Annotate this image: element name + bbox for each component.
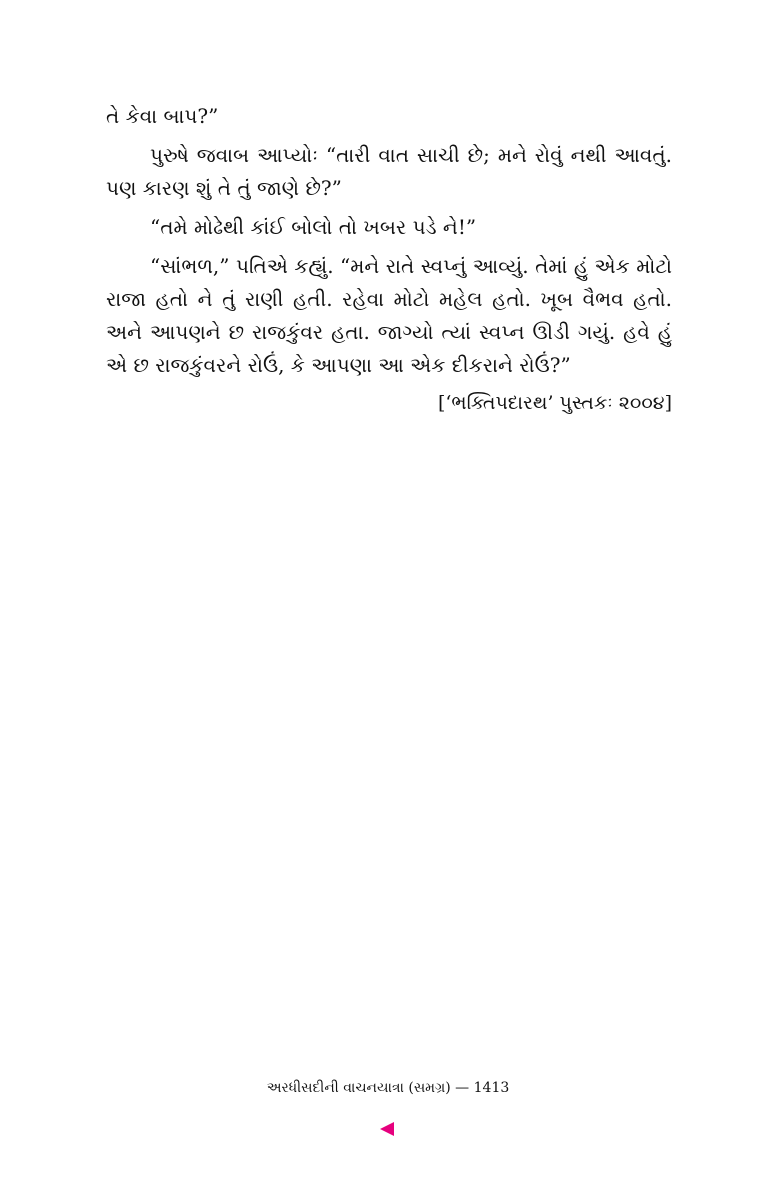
paragraph-1: તે કેવા બાપ?” [106, 104, 219, 128]
page-text [106, 100, 672, 418]
paragraph-3: “તમે મોઢેથી કાંઈ બોલો તો ખબર પડે ને!” [150, 215, 477, 239]
paragraph-2: પુરુષે જવાબ આપ્યોઃ “તારી વાત સાચી છે; મને રોવું નથી આવતું. પણ કારણ શું તે તું જાણે છે?” [106, 143, 672, 200]
paragraph-4: “સાંભળ,” પતિએ કહ્યું. “મને રાતે સ્વપ્નું આવ્યું. તેમાં હું એક મોટો રાજા હતો ને તું રાણી હતી. રહેવા મોટો મહેલ હતો. ખૂબ વૈભવ હતો. અને આપણને છ રાજકુંવર હતા. જાગ્યો ત્યાં સ્વપ્ન ઊડી ગયું. હવે હું એ છ રાજકુંવરને રોઉં, કે આપણા આ એક દીકરાને રોઉં?” [106, 254, 672, 377]
previous-page-icon[interactable] [380, 1122, 394, 1136]
source-citation: [‘ભક્તિપદારથ’ પુસ્તકઃ ૨૦૦૪] [437, 392, 672, 414]
page-footer: અરધીસદીની વાચનયાત્રા (સમગ્ર) — 1413 [266, 1080, 510, 1096]
